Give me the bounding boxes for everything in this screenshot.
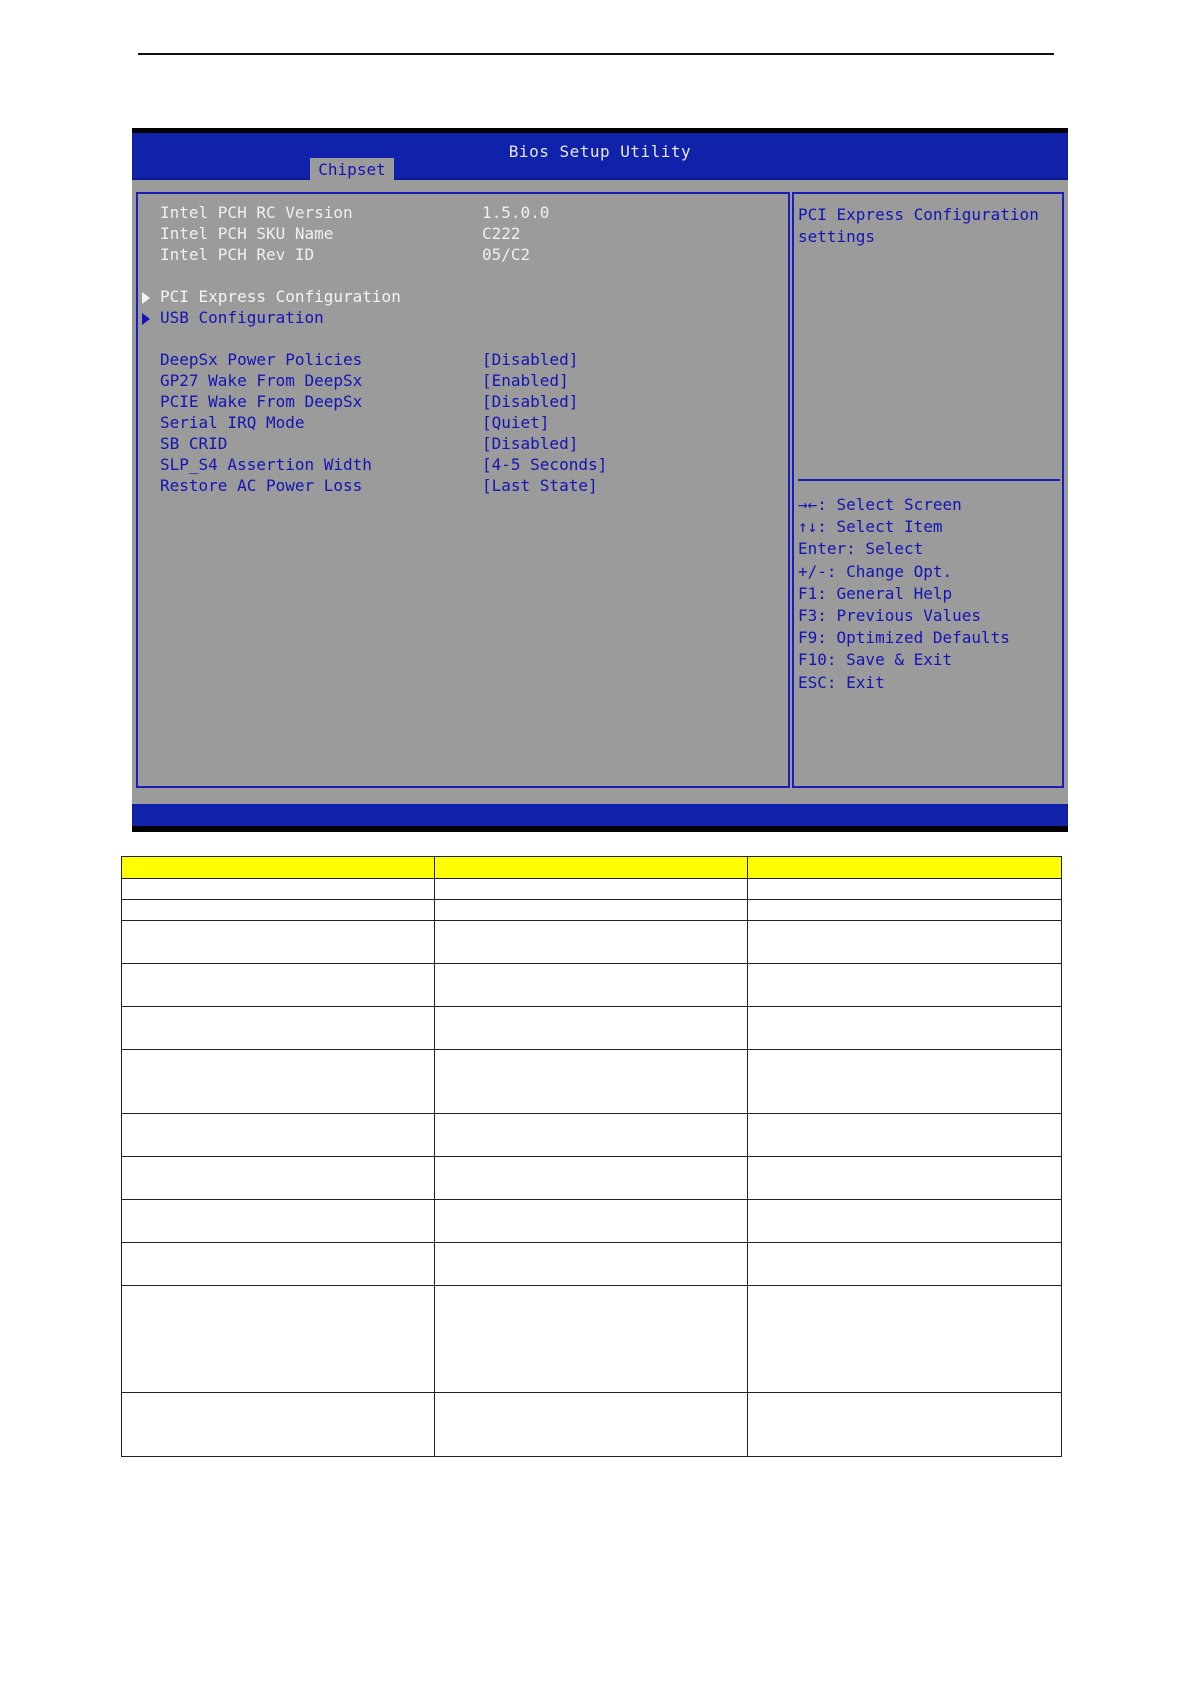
- table-row: [122, 1007, 1062, 1050]
- option-sb-crid[interactable]: [138, 433, 788, 455]
- key-general-help: F1: General Help: [798, 583, 953, 603]
- table-cell: [435, 1007, 748, 1050]
- info-label: Intel PCH RC Version: [160, 203, 353, 222]
- info-label: Intel PCH SKU Name: [160, 224, 334, 243]
- table-row: [122, 964, 1062, 1007]
- bios-title: Bios Setup Utility: [508, 142, 692, 161]
- key-esc-exit: ESC: Exit: [798, 672, 885, 692]
- table-cell: [122, 1114, 435, 1157]
- tab-chipset[interactable]: Chipset: [310, 158, 394, 181]
- bios-bottom-border: [132, 826, 1068, 832]
- table-cell: [748, 1393, 1062, 1457]
- option-label: DeepSx Power Policies: [160, 350, 363, 369]
- option-label: PCIE Wake From DeepSx: [160, 392, 363, 411]
- info-value: 05/C2: [482, 245, 531, 264]
- table-cell: [435, 921, 748, 964]
- table-cell: [435, 964, 748, 1007]
- table-cell: [435, 879, 748, 900]
- table-row: [122, 900, 1062, 921]
- key-save-exit: F10: Save & Exit: [798, 650, 953, 670]
- key-optimized-defaults: F9: Optimized Defaults: [798, 628, 1010, 648]
- key-enter-select: Enter: Select: [798, 539, 924, 559]
- table-cell: [748, 900, 1062, 921]
- table-row: [122, 1157, 1062, 1200]
- option-label: GP27 Wake From DeepSx: [160, 371, 363, 390]
- table-cell: [122, 921, 435, 964]
- bios-footer: [132, 804, 1068, 826]
- table-cell: [435, 1050, 748, 1114]
- table-row: [122, 921, 1062, 964]
- bios-header: [132, 133, 1068, 178]
- option-slp-s4-assertion-width[interactable]: [138, 454, 788, 476]
- key-select-item: ↑↓: Select Item: [798, 517, 943, 537]
- table-row: [122, 1200, 1062, 1243]
- table-cell: [748, 1243, 1062, 1286]
- key-select-screen: →←: Select Screen: [798, 495, 962, 514]
- table-cell: [122, 879, 435, 900]
- help-divider: [798, 479, 1060, 481]
- table-cell: [748, 1200, 1062, 1243]
- submenu-pci-express-configuration[interactable]: [138, 286, 788, 308]
- bios-body: [132, 180, 1068, 804]
- table-header-cell: [748, 857, 1062, 879]
- table-header-row: [122, 857, 1062, 879]
- help-description: PCI Express Configuration settings: [798, 205, 1039, 246]
- table-row: [122, 1393, 1062, 1457]
- table-cell: [748, 1050, 1062, 1114]
- info-row-sku-name: [138, 223, 788, 245]
- table-cell: [748, 1157, 1062, 1200]
- option-serial-irq-mode[interactable]: [138, 412, 788, 434]
- submenu-arrow-icon: [142, 313, 150, 325]
- option-label: SB CRID: [160, 434, 228, 453]
- option-value[interactable]: [Quiet]: [482, 413, 550, 432]
- help-panel: [792, 192, 1064, 788]
- option-label: SLP_S4 Assertion Width: [160, 455, 372, 474]
- bios-screenshot: [132, 128, 1068, 832]
- table-header-cell: [122, 857, 435, 879]
- table-cell: [435, 900, 748, 921]
- table-cell: [122, 1157, 435, 1200]
- table-cell: [122, 1243, 435, 1286]
- option-value[interactable]: [Disabled]: [482, 434, 579, 453]
- parameter-table: [121, 856, 1062, 1457]
- table-row: [122, 1050, 1062, 1114]
- table-row: [122, 1286, 1062, 1393]
- option-value[interactable]: [4-5 Seconds]: [482, 455, 608, 474]
- key-previous-values: F3: Previous Values: [798, 605, 982, 625]
- option-restore-ac-power-loss[interactable]: [138, 475, 788, 497]
- table-cell: [435, 1393, 748, 1457]
- table-cell: [122, 1007, 435, 1050]
- info-label: Intel PCH Rev ID: [160, 245, 315, 264]
- option-value[interactable]: [Last State]: [482, 476, 598, 495]
- option-label: Restore AC Power Loss: [160, 476, 363, 495]
- table-row: [122, 879, 1062, 900]
- option-deepsx-power-policies[interactable]: [138, 349, 788, 371]
- table-row: [122, 1114, 1062, 1157]
- info-row-rc-version: [138, 202, 788, 224]
- key-change-opt: +/-: Change Opt.: [798, 561, 953, 581]
- table-cell: [748, 879, 1062, 900]
- submenu-arrow-icon: [142, 292, 150, 304]
- option-value[interactable]: [Disabled]: [482, 392, 579, 411]
- table-cell: [122, 900, 435, 921]
- option-pcie-wake-from-deepsx[interactable]: [138, 391, 788, 413]
- table-header-cell: [435, 857, 748, 879]
- table-cell: [748, 1286, 1062, 1393]
- table-cell: [435, 1114, 748, 1157]
- table-cell: [435, 1157, 748, 1200]
- table-cell: [748, 921, 1062, 964]
- table-row: [122, 1243, 1062, 1286]
- option-value[interactable]: [Disabled]: [482, 350, 579, 369]
- submenu-label: USB Configuration: [160, 308, 324, 327]
- info-row-rev-id: [138, 244, 788, 266]
- settings-panel: [136, 192, 790, 788]
- table-cell: [122, 1050, 435, 1114]
- info-value: 1.5.0.0: [482, 203, 550, 222]
- table-cell: [122, 1200, 435, 1243]
- table-cell: [748, 964, 1062, 1007]
- key-legend: [798, 494, 1060, 694]
- table-cell: [435, 1243, 748, 1286]
- submenu-label: PCI Express Configuration: [160, 287, 401, 306]
- page-top-rule: [138, 53, 1054, 55]
- option-value[interactable]: [Enabled]: [482, 371, 569, 390]
- table-cell: [435, 1200, 748, 1243]
- table-cell: [748, 1007, 1062, 1050]
- table-cell: [122, 1286, 435, 1393]
- info-value: C222: [482, 224, 521, 243]
- table-cell: [122, 964, 435, 1007]
- table-cell: [435, 1286, 748, 1393]
- table-cell: [748, 1114, 1062, 1157]
- option-label: Serial IRQ Mode: [160, 413, 305, 432]
- table-cell: [122, 1393, 435, 1457]
- option-gp27-wake-from-deepsx[interactable]: [138, 370, 788, 392]
- submenu-usb-configuration[interactable]: [138, 307, 788, 329]
